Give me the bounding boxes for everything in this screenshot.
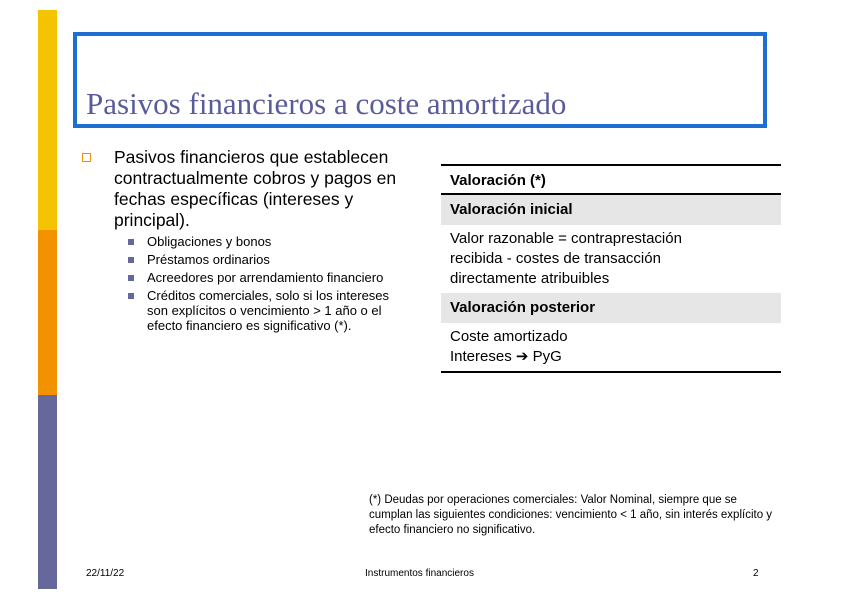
later-valuation-text: Coste amortizado Intereses ➔ PyG [441, 323, 781, 373]
footer-date: 22/11/22 [86, 568, 125, 579]
square-bullet-icon [128, 293, 134, 299]
footer-title: Instrumentos financieros [365, 568, 474, 579]
side-bar-blue [38, 395, 57, 589]
initial-valuation-text: Valor razonable = contraprestación recibida - costes de transacción directamente atribuibles [450, 230, 682, 287]
square-bullet-icon [128, 239, 134, 245]
list-item: Préstamos ordinarios [128, 252, 408, 267]
side-bar-orange [38, 230, 57, 395]
slide-title: Pasivos financieros a coste amortizado [86, 86, 567, 121]
square-bullet-icon [82, 153, 91, 162]
main-bullet-text: Pasivos financieros que establecen contractualmente cobros y pagos en fechas específicas (intereses y principal). [114, 147, 397, 230]
list-item: Créditos comerciales, solo si los intereses son explícitos o vencimiento > 1 año o el efecto financiero es significativo (*). [128, 288, 408, 333]
side-bar-yellow [38, 10, 57, 230]
page-number: 2 [753, 568, 759, 579]
square-bullet-icon [128, 275, 134, 281]
initial-valuation-label: Valoración inicial [441, 195, 781, 225]
table-header: Valoración (*) [441, 164, 781, 195]
list-item: Obligaciones y bonos [128, 234, 408, 249]
footnote: (*) Deudas por operaciones comerciales: Valor Nominal, siempre que se cumplan las siguientes condiciones: vencimiento < 1 año, sin interés explícito y efecto financiero no significativo. [369, 494, 773, 536]
list-item: Acreedores por arrendamiento financiero [128, 270, 408, 285]
later-valuation-label: Valoración posterior [441, 293, 781, 323]
square-bullet-icon [128, 257, 134, 263]
valuation-table [441, 164, 781, 373]
sub-bullet-list [128, 234, 408, 336]
